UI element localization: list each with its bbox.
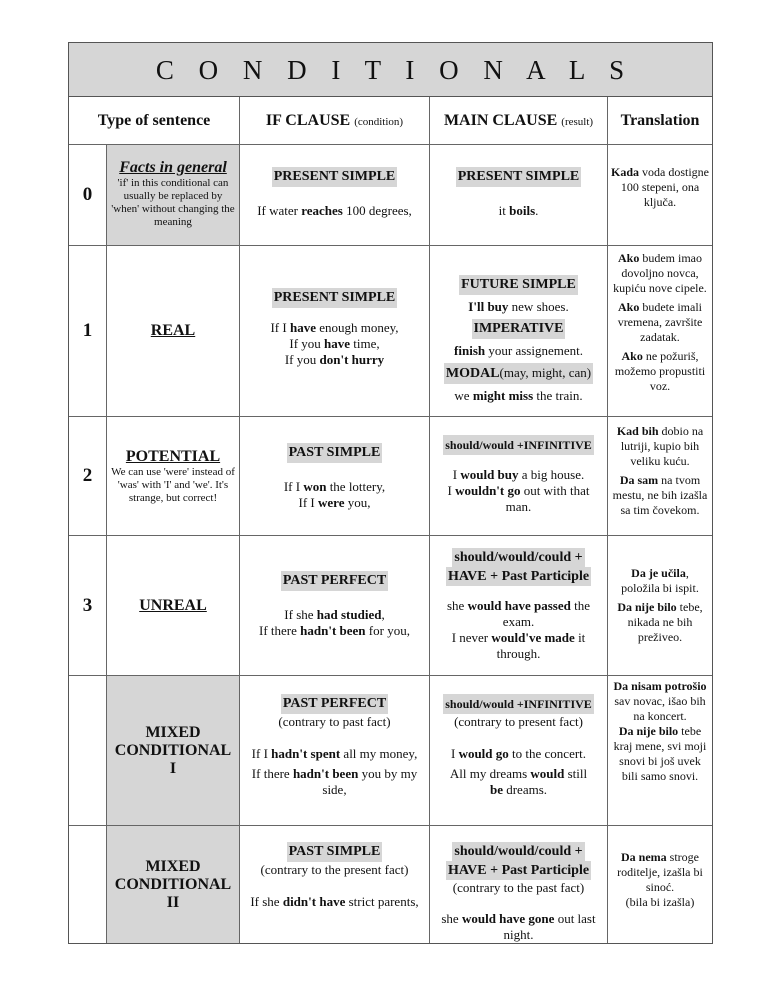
example-sentence: I wouldn't go out with that man. [447, 483, 590, 514]
example-sentence: she would have passed the exam. [446, 598, 591, 629]
if-clause-cell [240, 676, 430, 825]
main-clause-cell [430, 246, 608, 416]
if-clause-cell [240, 826, 430, 943]
example-sentence: If you have time, [289, 336, 380, 351]
tense-label: PAST PERFECT [281, 694, 388, 714]
translation-text: Ako budem imao dovoljno novca, kupiću nove cipele. [613, 251, 707, 295]
example-sentence: If I won the lottery, [283, 479, 386, 494]
tense-label: should/would/could + [454, 550, 583, 565]
type-note: We can use 'were' instead of 'was' with 'I' and 'we'. It's strange, but correct! [111, 465, 235, 504]
example-sentence: I would go to the concert. [450, 746, 587, 761]
example-sentence: If water reaches 100 degrees, [257, 203, 412, 218]
tense-label: should/would/could + [454, 844, 583, 859]
header-if-clause [240, 97, 430, 144]
example-sentence: I'll buy new shoes. [468, 299, 569, 314]
row-number: 3 [69, 536, 107, 675]
tense-label: PAST SIMPLE [287, 443, 383, 463]
main-clause-cell [430, 676, 608, 825]
tense-label: HAVE + Past Participle [447, 863, 590, 878]
example-sentence: I never would've made it through. [451, 630, 586, 661]
tense-label: HAVE + Past Participle [447, 569, 590, 584]
translation-text: Da nisam potrošio sav novac, išao bih na koncert. [613, 679, 707, 723]
tense-label: PAST SIMPLE [287, 842, 383, 862]
title-row [69, 43, 712, 97]
type-label: MIXED CONDITIONAL II [114, 857, 232, 911]
conditionals-table [68, 42, 713, 944]
type-cell [107, 145, 240, 245]
example-sentence: it boils. [498, 203, 539, 218]
header-main-clause [430, 97, 608, 144]
tense-label: PRESENT SIMPLE [456, 167, 582, 187]
if-clause-cell [240, 145, 430, 245]
row-number: 1 [69, 246, 107, 416]
tense-label: should/would +INFINITIVE [443, 435, 594, 455]
example-sentence: she would have gone out last night. [441, 911, 596, 942]
translation-cell [608, 417, 712, 535]
if-clause-cell [240, 417, 430, 535]
translation-extra: (bila bi izašla) [625, 895, 695, 909]
type-label: POTENTIAL [125, 447, 221, 465]
translation-cell [608, 826, 712, 943]
if-clause-cell [240, 536, 430, 675]
tense-label: IMPERATIVE [472, 319, 566, 339]
tense-note: (contrary to the present fact) [260, 862, 409, 877]
main-clause-cell [430, 145, 608, 245]
header-main-label: MAIN CLAUSE [443, 111, 558, 129]
type-cell [107, 246, 240, 416]
row-first-conditional [69, 246, 712, 417]
example-sentence: If she didn't have strict parents, [250, 894, 419, 909]
tense-label: FUTURE SIMPLE [459, 275, 578, 295]
header-translation [608, 97, 712, 144]
tense-label: PRESENT SIMPLE [272, 167, 398, 187]
example-sentence: All my dreams would still be dreams. [449, 766, 588, 797]
row-second-conditional [69, 417, 712, 536]
page-title: C O N D I T I O N A L S [155, 55, 634, 85]
example-sentence: we might miss the train. [454, 388, 583, 403]
type-label: UNREAL [139, 596, 207, 614]
tense-label: MODAL(may, might, can) [444, 363, 593, 384]
type-label: REAL [150, 322, 196, 339]
header-main-sub: (result) [561, 115, 594, 128]
tense-label: PRESENT SIMPLE [272, 288, 398, 308]
tense-note: (contrary to past fact) [278, 714, 391, 729]
type-note: 'if' in this conditional can usually be replaced by 'when' without changing the meaning [111, 177, 235, 228]
translation-text: Ako budete imali vremena, završite zadatak. [617, 300, 703, 344]
row-number: 0 [69, 145, 107, 245]
header-row [69, 97, 712, 145]
example-sentence: If there hadn't been you by my side, [251, 766, 418, 797]
main-clause-cell [430, 826, 608, 943]
example-sentence: If I were you, [298, 495, 371, 510]
type-label: Facts in general [119, 159, 227, 176]
translation-text: Da nema stroge roditelje, izašla bi sinoć. [617, 850, 703, 894]
row-number [69, 676, 107, 825]
main-clause-cell [430, 417, 608, 535]
translation-cell [608, 676, 712, 825]
row-mixed-conditional-2 [69, 826, 712, 943]
example-sentence: finish your assignement. [454, 343, 583, 358]
if-clause-cell [240, 246, 430, 416]
tense-label: should/would +INFINITIVE [443, 694, 594, 714]
header-type-label: Type of sentence [97, 111, 211, 129]
row-number [69, 826, 107, 943]
example-sentence: If there hadn't been for you, [259, 623, 410, 638]
example-sentence: If she had studied, [284, 607, 385, 622]
tense-note: (contrary to the past fact) [452, 880, 585, 895]
header-type [69, 97, 240, 144]
tense-note: (contrary to present fact) [454, 714, 583, 729]
example-sentence: If I have enough money, [270, 320, 399, 335]
translation-cell [608, 536, 712, 675]
tense-label: PAST PERFECT [281, 571, 388, 591]
type-cell [107, 676, 240, 825]
row-third-conditional [69, 536, 712, 676]
example-sentence: If you don't hurry [284, 352, 385, 367]
translation-text: Da je učila, položila bi ispit. [621, 566, 699, 595]
row-mixed-conditional-1 [69, 676, 712, 826]
example-sentence: If I hadn't spent all my money, [251, 746, 418, 761]
type-cell [107, 417, 240, 535]
translation-cell [608, 246, 712, 416]
type-cell [107, 826, 240, 943]
main-clause-cell [430, 536, 608, 675]
header-if-label: IF CLAUSE [265, 111, 351, 129]
translation-text: Kada voda dostigne 100 stepeni, ona ključa. [611, 165, 710, 209]
row-zero-conditional [69, 145, 712, 246]
header-if-sub: (condition) [354, 115, 404, 128]
translation-text: Da nije bilo tebe kraj mene, svi moji snovi bi još uvek bili samo snovi. [613, 724, 707, 783]
type-cell [107, 536, 240, 675]
translation-cell [608, 145, 712, 245]
translation-text: Kad bih dobio na lutriji, kupio bih veliku kuću. [616, 424, 704, 468]
header-translation-label: Translation [620, 111, 700, 129]
row-number: 2 [69, 417, 107, 535]
translation-text: Da nije bilo tebe, nikada ne bih preživeo. [617, 600, 703, 644]
type-label: MIXED CONDITIONAL I [114, 723, 232, 777]
translation-text: Da sam na tvom mestu, ne bih izašla sa tim čovekom. [612, 473, 708, 517]
translation-text: Ako ne požuriš, možemo propustiti voz. [614, 349, 706, 393]
example-sentence: I would buy a big house. [452, 467, 585, 482]
